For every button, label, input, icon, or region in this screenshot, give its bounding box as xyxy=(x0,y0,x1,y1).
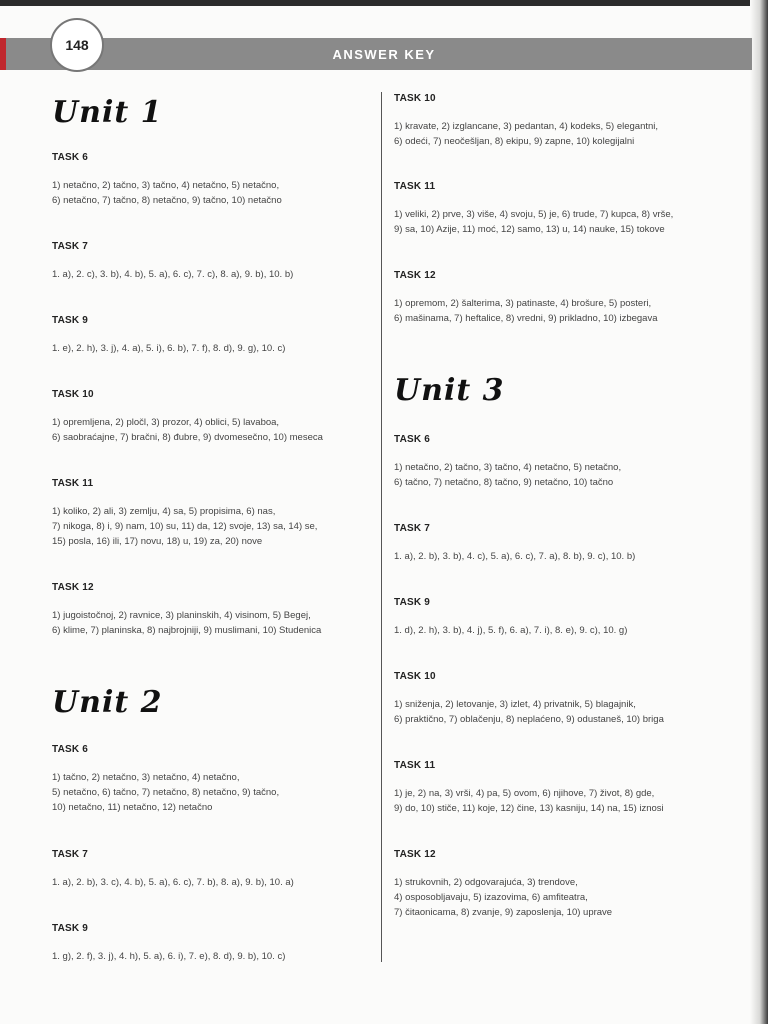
answer-line: 6) odeći, 7) neočešljan, 8) ekipu, 9) zapne, 10) kolegijalni xyxy=(394,136,635,147)
answer-line: 6) praktično, 7) oblačenju, 8) neplaćeno, 9) odustaneš, 10) briga xyxy=(394,714,664,725)
answer-line: 1) opremljena, 2) pločl, 3) prozor, 4) oblici, 5) lavaboa, xyxy=(52,417,280,428)
answer-line: 6) mašinama, 7) heftalice, 8) vredni, 9) prikladno, 10) izbegava xyxy=(394,313,658,324)
answer-line: 1. g), 2. f), 3. j), 4. h), 5. a), 6. i), 7. e), 8. d), 9. b), 10. c) xyxy=(52,951,286,962)
answer-line: 6) klime, 7) planinska, 8) najbrojniji, 9) muslimani, 10) Studenica xyxy=(52,625,322,636)
answer-line: 1. a), 2. b), 3. b), 4. c), 5. a), 6. c), 7. a), 8. b), 9. c), 10. b) xyxy=(394,551,636,562)
task-answers xyxy=(52,178,364,208)
answer-line: 6) saobraćajne, 7) bračni, 8) đubre, 9) dvomesečno, 10) meseca xyxy=(52,432,323,443)
answer-line: 9) do, 10) stiče, 11) koje, 12) čine, 13) kasniju, 14) na, 15) iznosi xyxy=(394,803,664,814)
task-block xyxy=(52,478,364,549)
task-label: TASK 9 xyxy=(394,597,431,608)
answer-line: 7) nikoga, 8) i, 9) nam, 10) su, 11) da, 12) svoje, 13) sa, 14) se, xyxy=(52,521,318,532)
task-block xyxy=(52,152,364,208)
answer-line: 1. a), 2. c), 3. b), 4. b), 5. a), 6. c), 7. c), 8. a), 9. b), 10. b) xyxy=(52,269,294,280)
task-label: TASK 9 xyxy=(52,315,89,326)
answer-line: 1) je, 2) na, 3) vrši, 4) pa, 5) ovom, 6) njihove, 7) život, 8) gde, xyxy=(394,788,655,799)
column-divider xyxy=(381,92,382,962)
header-title: ANSWER KEY xyxy=(332,47,436,62)
task-block xyxy=(394,93,714,149)
task-label: TASK 10 xyxy=(394,671,436,682)
task-label: TASK 12 xyxy=(394,849,436,860)
task-answers xyxy=(394,697,714,727)
task-block xyxy=(394,270,714,326)
task-answers xyxy=(52,949,364,964)
task-block xyxy=(52,744,364,815)
task-label: TASK 9 xyxy=(52,923,89,934)
task-answers xyxy=(394,875,714,920)
answer-line: 4) osposobljavaju, 5) izazovima, 6) amfiteatra, xyxy=(394,892,588,903)
answer-line: 1) veliki, 2) prve, 3) više, 4) svoju, 5) je, 6) trude, 7) kupca, 8) vrše, xyxy=(394,209,674,220)
answer-line: 9) sa, 10) Azije, 11) moć, 12) samo, 13) u, 14) nauke, 15) tokove xyxy=(394,224,665,235)
task-answers xyxy=(52,504,364,549)
unit-heading xyxy=(394,373,714,408)
answer-line: 7) čitaonicama, 8) zvanje, 9) zaposlenja, 10) uprave xyxy=(394,907,613,918)
task-label: TASK 7 xyxy=(394,523,431,534)
task-answers xyxy=(394,549,714,564)
answer-line: 1) opremom, 2) šalterima, 3) patinaste, 4) brošure, 5) posteri, xyxy=(394,298,652,309)
task-answers xyxy=(394,207,714,237)
page-number: 148 xyxy=(50,18,104,72)
task-block xyxy=(394,849,714,920)
task-label: TASK 6 xyxy=(52,744,89,755)
task-block xyxy=(52,582,364,638)
answer-line: 1) strukovnih, 2) odgovarajuća, 3) trendove, xyxy=(394,877,578,888)
task-label: TASK 12 xyxy=(52,582,94,593)
task-label: TASK 12 xyxy=(394,270,436,281)
answer-line: 5) netačno, 6) tačno, 7) netačno, 8) netačno, 9) tačno, xyxy=(52,787,280,798)
task-answers xyxy=(52,415,364,445)
task-label: TASK 11 xyxy=(394,760,436,771)
unit-heading xyxy=(52,685,364,720)
answer-line: 6) netačno, 7) tačno, 8) netačno, 9) tačno, 10) netačno xyxy=(52,195,282,206)
answer-line: 1) kravate, 2) izglancane, 3) pedantan, 4) kodeks, 5) elegantni, xyxy=(394,121,659,132)
task-block xyxy=(394,760,714,816)
answer-line: 1) koliko, 2) ali, 3) zemlju, 4) sa, 5) propisima, 6) nas, xyxy=(52,506,276,517)
task-answers xyxy=(394,786,714,816)
unit-title: Unit 2 xyxy=(52,685,163,720)
task-answers xyxy=(394,623,714,638)
task-label: TASK 7 xyxy=(52,241,89,252)
task-label: TASK 6 xyxy=(394,434,431,445)
task-block xyxy=(394,597,714,638)
answer-line: 1) sniženja, 2) letovanje, 3) izlet, 4) privatnik, 5) blagajnik, xyxy=(394,699,636,710)
task-label: TASK 6 xyxy=(52,152,89,163)
task-label: TASK 7 xyxy=(52,849,89,860)
task-block xyxy=(52,241,364,282)
answer-line: 1) netačno, 2) tačno, 3) tačno, 4) netačno, 5) netačno, xyxy=(52,180,280,191)
task-label: TASK 11 xyxy=(394,181,436,192)
answer-line: 1. d), 2. h), 3. b), 4. j), 5. f), 6. a), 7. i), 8. e), 9. c), 10. g) xyxy=(394,625,628,636)
task-block xyxy=(52,389,364,445)
task-answers xyxy=(52,608,364,638)
answer-line: 10) netačno, 11) netačno, 12) netačno xyxy=(52,802,213,813)
task-label: TASK 10 xyxy=(52,389,94,400)
task-block xyxy=(52,849,364,890)
unit-title: Unit 3 xyxy=(394,373,505,408)
answer-line: 1. e), 2. h), 3. j), 4. a), 5. i), 6. b), 7. f), 8. d), 9. g), 10. c) xyxy=(52,343,286,354)
answer-line: 1) netačno, 2) tačno, 3) tačno, 4) netačno, 5) netačno, xyxy=(394,462,622,473)
task-block xyxy=(394,523,714,564)
task-answers xyxy=(52,770,364,815)
task-answers xyxy=(394,119,714,149)
task-block xyxy=(52,315,364,356)
task-answers xyxy=(52,267,364,282)
task-answers xyxy=(52,341,364,356)
page-edge-shadow xyxy=(750,0,768,1024)
task-block xyxy=(394,434,714,490)
answer-line: 1. a), 2. b), 3. c), 4. b), 5. a), 6. c), 7. b), 8. a), 9. b), 10. a) xyxy=(52,877,294,888)
task-answers xyxy=(394,460,714,490)
task-block xyxy=(394,671,714,727)
task-block xyxy=(394,181,714,237)
task-answers xyxy=(394,296,714,326)
answer-line: 6) tačno, 7) netačno, 8) tačno, 9) netačno, 10) tačno xyxy=(394,477,614,488)
answer-line: 1) tačno, 2) netačno, 3) netačno, 4) netačno, xyxy=(52,772,240,783)
task-answers xyxy=(52,875,364,890)
task-label: TASK 11 xyxy=(52,478,94,489)
task-label: TASK 10 xyxy=(394,93,436,104)
answer-line: 15) posla, 16) ili, 17) novu, 18) u, 19) za, 20) nove xyxy=(52,536,263,547)
task-block xyxy=(52,923,364,964)
answer-line: 1) jugoistočnoj, 2) ravnice, 3) planinskih, 4) visinom, 5) Begej, xyxy=(52,610,311,621)
unit-title: Unit 1 xyxy=(52,95,163,130)
unit-heading xyxy=(52,95,364,130)
